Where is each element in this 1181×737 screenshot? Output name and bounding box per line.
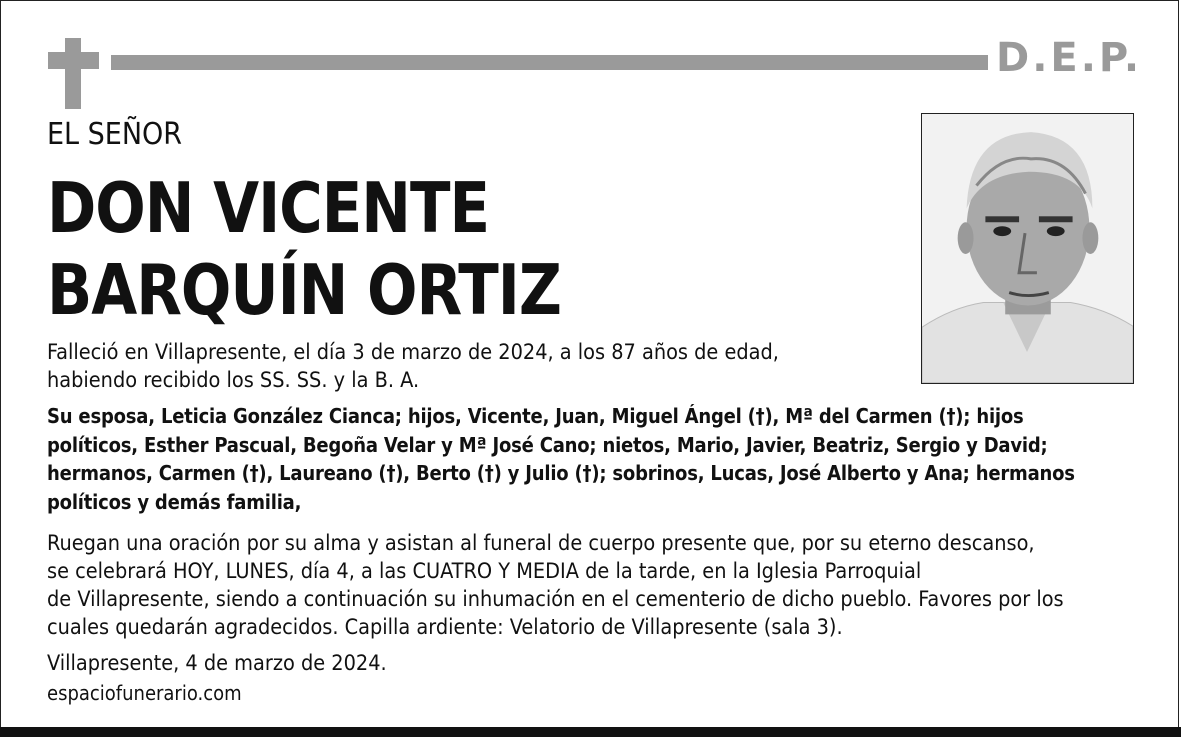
honorific: EL SEÑOR	[47, 117, 183, 152]
family-line: hermanos, Carmen (†), Laureano (†), Berto (†) y Julio (†); sobrinos, Lucas, José Alberto y Ana; hermanos	[47, 461, 1075, 485]
death-notice-line: Falleció en Villapresente, el día 3 de marzo de 2024, a los 87 años de edad,	[47, 340, 779, 365]
portrait-photo	[921, 113, 1134, 384]
family-line: políticos, Esther Pascual, Begoña Velar y Mª José Cano; nietos, Mario, Javier, Beatriz, Sergio y David;	[47, 432, 1048, 457]
bottom-border	[0, 727, 1181, 737]
funeral-line: Ruegan una oración por su alma y asistan al funeral de cuerpo presente que, por su eterno descanso,	[47, 531, 1035, 556]
dep-heading: D.E.P.	[996, 35, 1143, 81]
death-notice	[47, 339, 907, 395]
cross-icon-arm	[48, 52, 99, 69]
family-line: políticos y demás familia,	[47, 489, 302, 514]
funeral-line: de Villapresente, siendo a continuación su inhumación en el cementerio de dicho pueblo. Favores por los	[47, 587, 1064, 612]
funeral-details	[47, 530, 1147, 642]
website-link[interactable]: espaciofunerario.com	[47, 681, 242, 705]
family-line: Su esposa, Leticia González Cianca; hijos, Vicente, Juan, Miguel Ángel (†), Mª del Carmen (†); hijos	[47, 404, 1024, 428]
place-date: Villapresente, 4 de marzo de 2024.	[47, 651, 387, 676]
name-line-2: BARQUÍN ORTIZ	[47, 249, 561, 331]
death-notice-line: habiendo recibido los SS. SS. y la B. A.	[47, 368, 420, 393]
funeral-line: cuales quedarán agradecidos. Capilla ardiente: Velatorio de Villapresente (sala 3).	[47, 615, 843, 640]
family-list	[47, 402, 1147, 516]
deceased-name	[47, 168, 561, 332]
funeral-line: se celebrará HOY, LUNES, día 4, a las CUATRO Y MEDIA de la tarde, en la Iglesia Parroquial	[47, 559, 922, 584]
name-line-1: DON VICENTE	[47, 168, 490, 249]
header-rule	[111, 55, 988, 70]
cross-icon	[65, 38, 81, 109]
